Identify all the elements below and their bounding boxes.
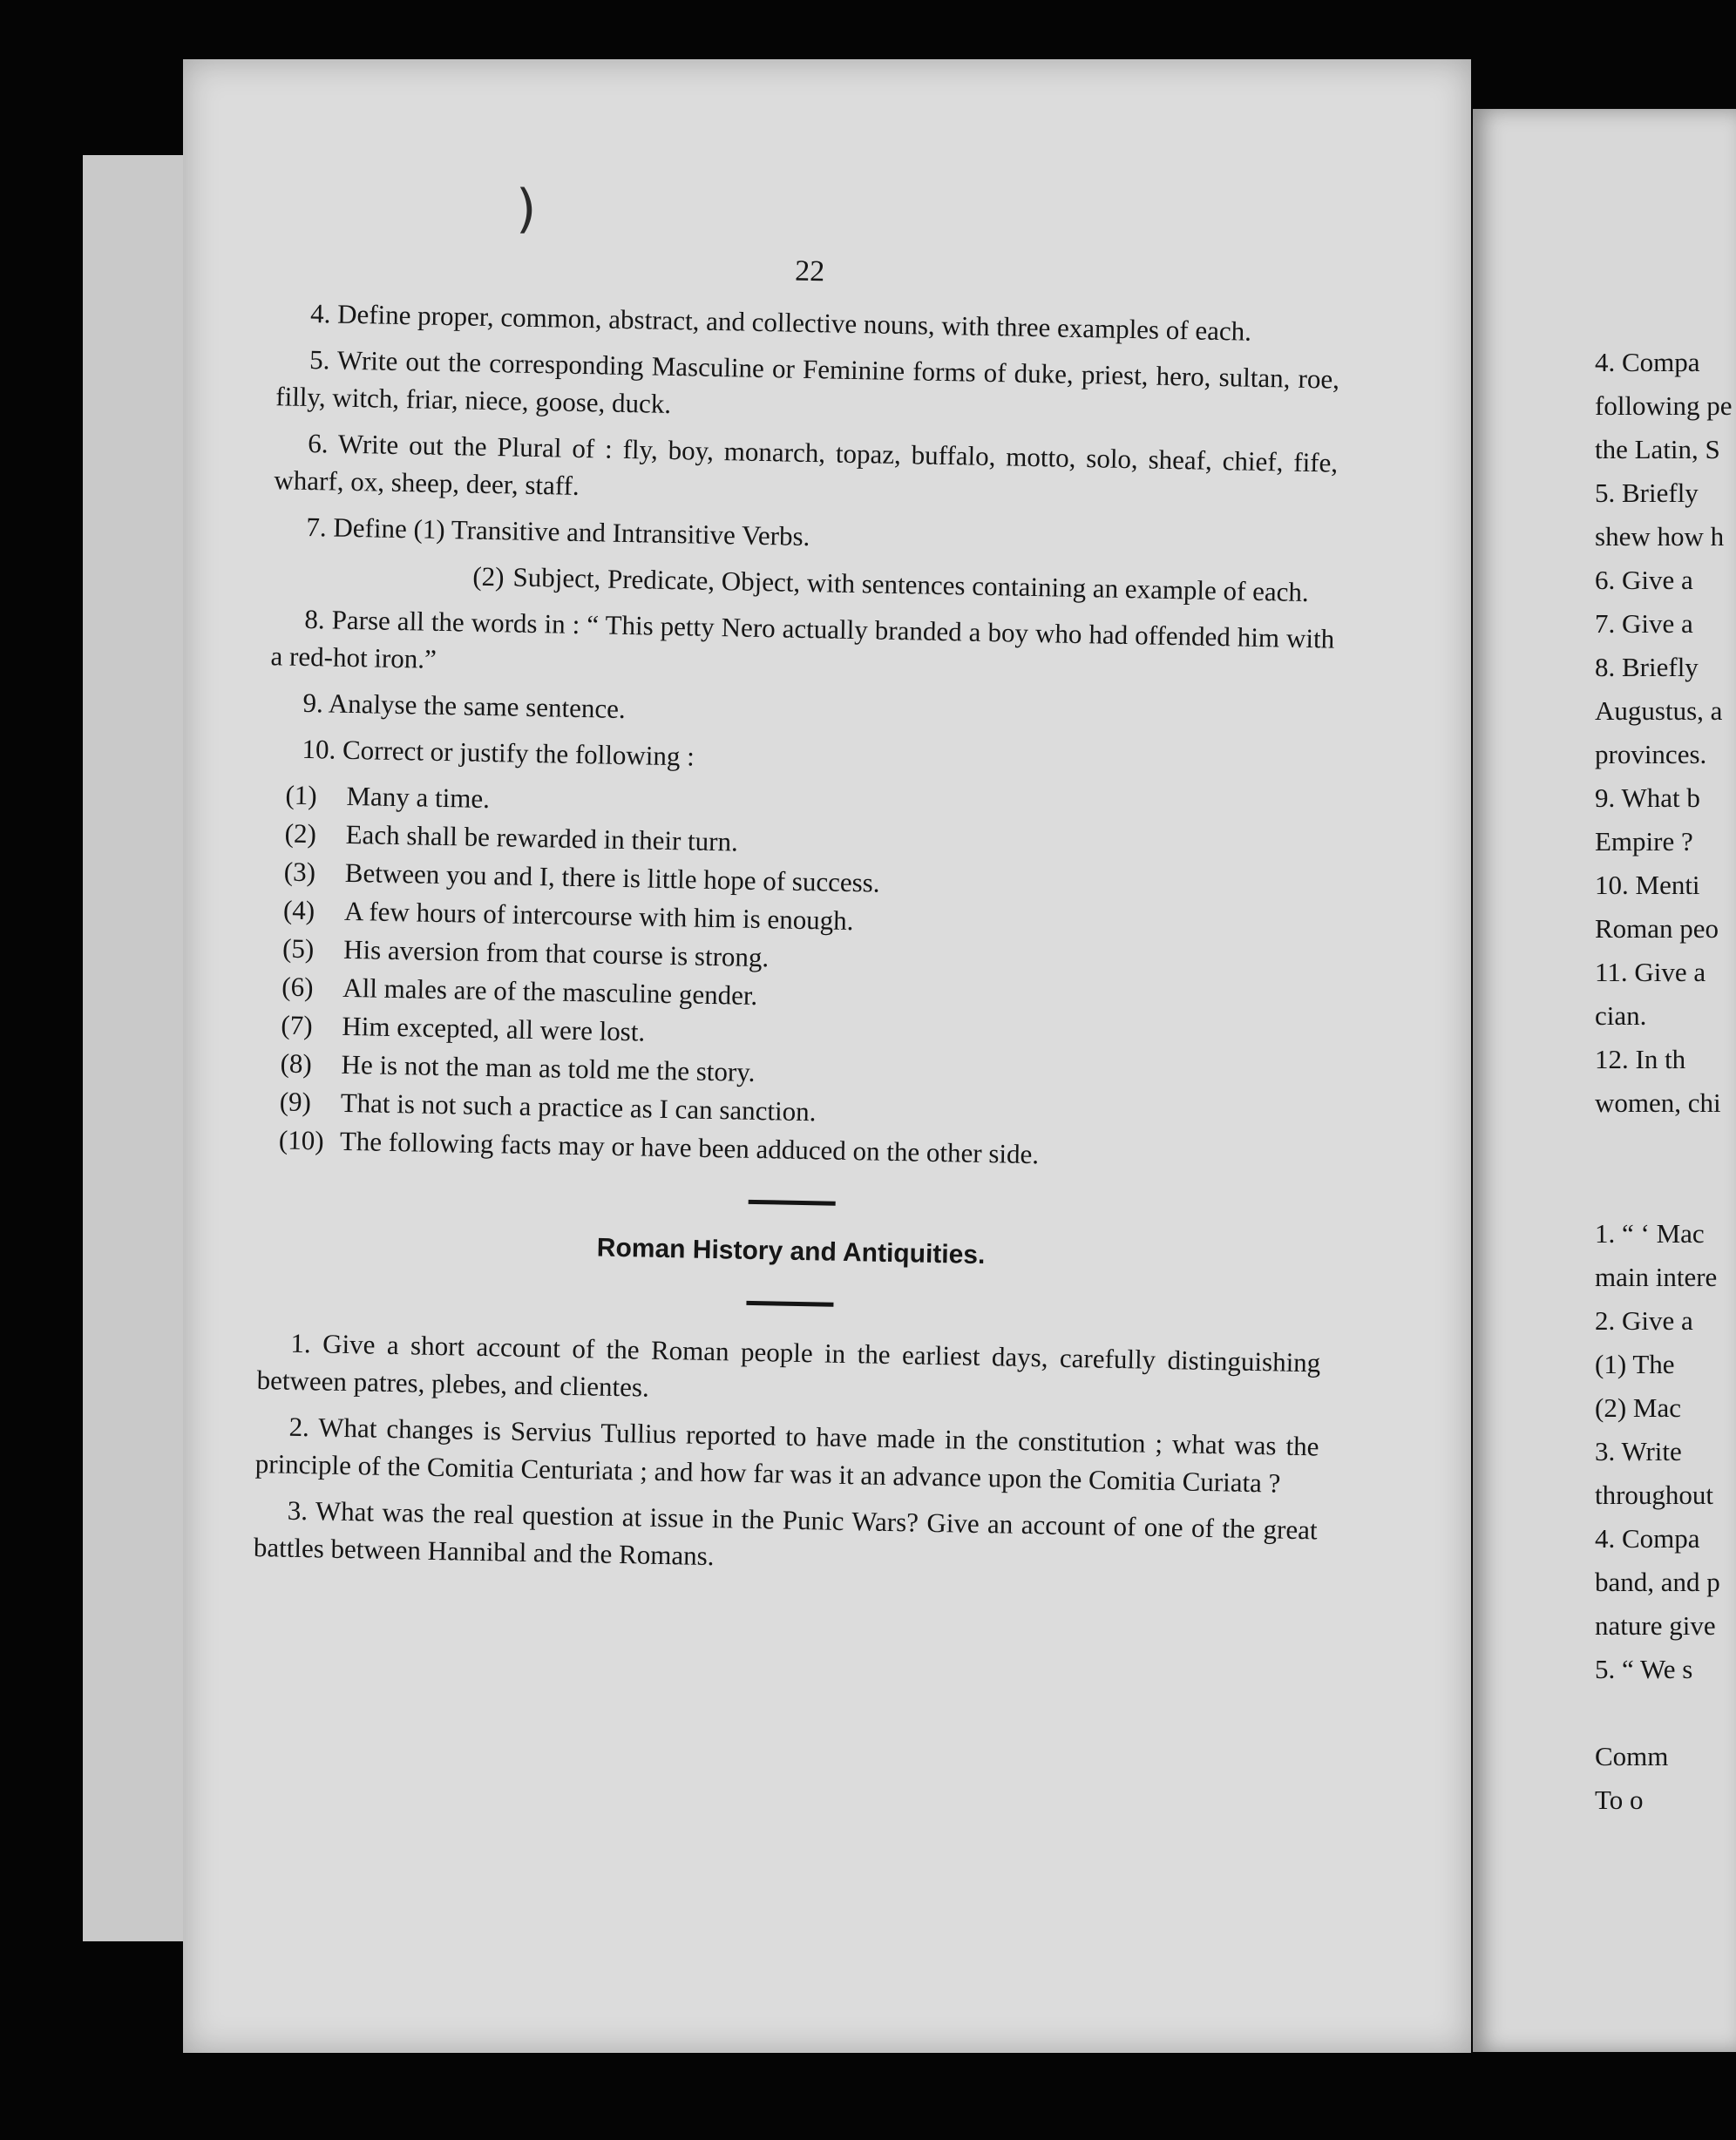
item-number: (6) bbox=[281, 971, 314, 1003]
section-divider bbox=[749, 1200, 836, 1206]
correction-examples bbox=[261, 775, 1332, 1179]
question-10: 10. Correct or justify the following : bbox=[302, 733, 695, 772]
facing-line: 5. Briefly bbox=[1595, 477, 1699, 508]
question-7: 7. Define (1) Transitive and Intransitive Verbs. bbox=[306, 511, 810, 552]
item-text: A few hours of intercourse with him is enough. bbox=[343, 895, 854, 937]
question-4: 4. Define proper, common, abstract, and collective nouns, with three examples of each. bbox=[309, 298, 1252, 347]
item-text: His aversion from that course is strong. bbox=[342, 933, 770, 973]
history-question-3: 3. What was the real question at issue in the Punic Wars? Give an account of one of the great battles between Hannibal and the Romans. bbox=[253, 1494, 1318, 1572]
item-number: (7) bbox=[281, 1009, 313, 1041]
page-content bbox=[253, 225, 1342, 1595]
part-text: Subject, Predicate, Object, with sentences containing an example of each. bbox=[512, 561, 1310, 608]
item-number: (10) bbox=[278, 1124, 324, 1156]
facing-line: 7. Give a bbox=[1595, 608, 1693, 639]
facing-line: 2. Give a bbox=[1595, 1305, 1693, 1336]
facing-line bbox=[1595, 1172, 1736, 1209]
facing-line: shew how h bbox=[1595, 521, 1725, 552]
facing-line: 6. Give a bbox=[1595, 565, 1693, 595]
item-text: Each shall be rewarded in their turn. bbox=[345, 818, 739, 857]
pencil-mark-icon: ) bbox=[516, 179, 537, 240]
facing-line: Roman peo bbox=[1595, 913, 1719, 944]
facing-line: women, chi bbox=[1595, 1087, 1721, 1118]
facing-line: 5. “ We s bbox=[1595, 1654, 1693, 1684]
facing-line: 4. Compa bbox=[1595, 1523, 1700, 1554]
section-heading: Roman History and Antiquities. bbox=[596, 1233, 986, 1270]
facing-page-text bbox=[1595, 344, 1736, 1825]
facing-line: 12. In th bbox=[1595, 1044, 1686, 1074]
item-text: That is not such a practice as I can sanction. bbox=[340, 1087, 817, 1128]
facing-line: following pe bbox=[1595, 390, 1733, 421]
facing-line: Empire ? bbox=[1595, 826, 1693, 857]
page-number: 22 bbox=[794, 254, 825, 288]
item-text: All males are of the masculine gender. bbox=[342, 972, 758, 1011]
item-number: (8) bbox=[280, 1047, 313, 1080]
section-divider bbox=[746, 1301, 833, 1307]
facing-line: cian. bbox=[1595, 1000, 1647, 1031]
item-number: (5) bbox=[281, 932, 315, 965]
facing-line: To o bbox=[1595, 1784, 1644, 1815]
facing-line: throughout bbox=[1595, 1480, 1714, 1510]
facing-line: 10. Menti bbox=[1595, 870, 1700, 900]
history-question-1: 1. Give a short account of the Roman people in the earliest days, carefully distinguishing between patres, plebes, and clientes. bbox=[256, 1327, 1321, 1403]
item-number: (4) bbox=[282, 894, 315, 926]
facing-line: Comm bbox=[1595, 1741, 1669, 1771]
history-questions bbox=[254, 1324, 1321, 1586]
part-number: (2) bbox=[472, 560, 505, 593]
item-number: (2) bbox=[284, 817, 317, 850]
facing-line: 9. What b bbox=[1595, 782, 1700, 813]
item-text: Between you and I, there is little hope of success. bbox=[344, 857, 880, 898]
item-number: (3) bbox=[283, 856, 316, 888]
facing-line: 4. Compa bbox=[1595, 347, 1700, 377]
item-number: (1) bbox=[285, 779, 318, 811]
facing-line: 3. Write bbox=[1595, 1436, 1682, 1466]
facing-line: 11. Give a bbox=[1595, 957, 1706, 987]
facing-line: the Latin, S bbox=[1595, 434, 1720, 464]
item-number: (9) bbox=[279, 1086, 312, 1118]
facing-line: 1. “ ‘ Mac bbox=[1595, 1218, 1705, 1249]
question-8: 8. Parse all the words in : “ This petty Nero actually branded a boy who had offended him with a red-hot iron.” bbox=[270, 603, 1335, 674]
item-text: The following facts may or have been adduced on the other side. bbox=[339, 1125, 1040, 1170]
facing-line bbox=[1595, 1128, 1736, 1165]
facing-line: (1) The bbox=[1595, 1349, 1675, 1379]
question-5: 5. Write out the corresponding Masculine or Feminine forms of duke, priest, hero, sultan, roe, filly, witch, friar, niece, goose, duck. bbox=[275, 343, 1340, 419]
history-question-2: 2. What changes is Servius Tullius reported to have made in the constitution ; what was the principle of the Comitia Centuriata ; and how far was it an advance upon the Comitia Curiata ? bbox=[254, 1411, 1319, 1499]
facing-line: provinces. bbox=[1595, 739, 1707, 769]
facing-line: Augustus, a bbox=[1595, 695, 1723, 726]
item-text: He is not the man as told me the story. bbox=[341, 1048, 756, 1087]
facing-line: (2) Mac bbox=[1595, 1392, 1681, 1423]
item-text: Many a time. bbox=[346, 780, 491, 815]
facing-line: nature give bbox=[1595, 1610, 1716, 1641]
facing-line: band, and p bbox=[1595, 1567, 1720, 1597]
facing-line: main intere bbox=[1595, 1262, 1718, 1292]
facing-line bbox=[1595, 1695, 1736, 1731]
question-9: 9. Analyse the same sentence. bbox=[302, 687, 627, 725]
item-text: Him excepted, all were lost. bbox=[342, 1010, 646, 1047]
question-6: 6. Write out the Plural of : fly, boy, monarch, topaz, buffalo, motto, solo, sheaf, chief, fife, wharf, ox, sheep, deer, staff. bbox=[274, 427, 1339, 501]
facing-line: 8. Briefly bbox=[1595, 652, 1699, 682]
